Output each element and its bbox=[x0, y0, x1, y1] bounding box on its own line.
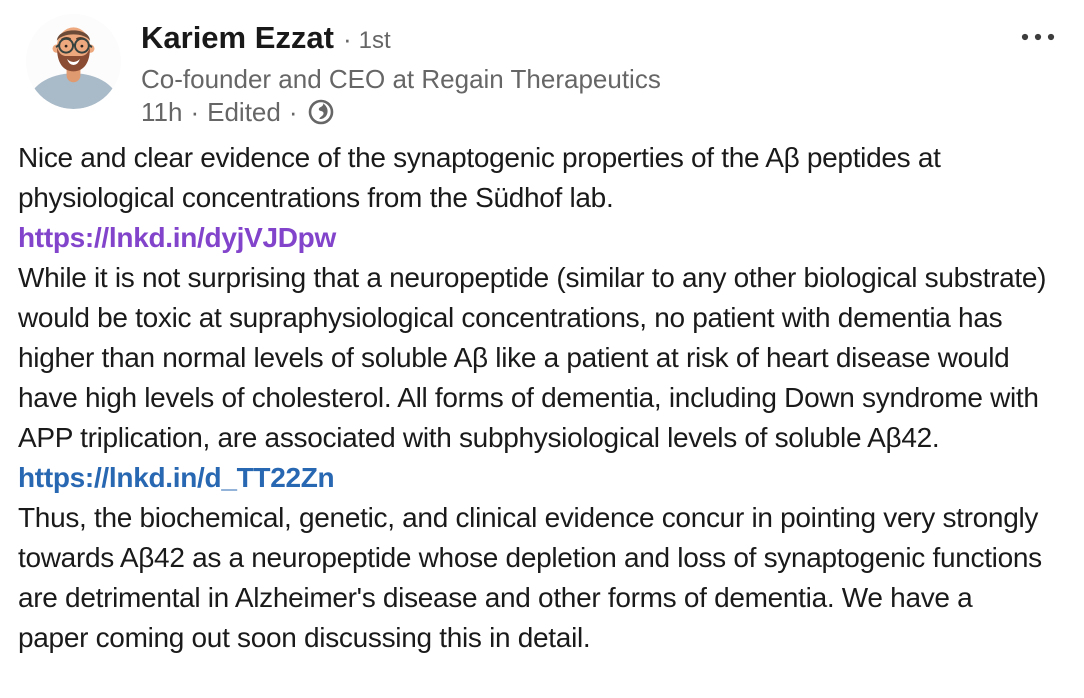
post-header bbox=[0, 0, 1084, 127]
author-headline: Co-founder and CEO at Regain Therapeutics bbox=[141, 64, 661, 94]
ellipsis-horizontal-icon bbox=[1018, 32, 1058, 42]
post-paragraph-1: Nice and clear evidence of the synaptogenic properties of the Aβ peptides at physiological concentrations from the Südhof lab. bbox=[18, 142, 941, 213]
post-meta-line bbox=[141, 97, 661, 127]
post-timestamp: 11h bbox=[141, 97, 183, 127]
post-link-1[interactable]: https://lnkd.in/dyjVJDpw bbox=[18, 222, 336, 253]
edited-label: Edited bbox=[207, 97, 281, 127]
author-name[interactable]: Kariem Ezzat bbox=[141, 20, 334, 55]
globe-icon bbox=[307, 98, 335, 126]
connection-degree: 1st bbox=[358, 27, 391, 54]
meta-separator-dot: · bbox=[190, 97, 200, 127]
author-name-line bbox=[141, 21, 661, 61]
avatar-illustration bbox=[26, 14, 121, 109]
meta-separator-dot: · bbox=[288, 97, 298, 127]
overflow-menu-button[interactable] bbox=[1014, 22, 1062, 52]
avatar[interactable] bbox=[26, 14, 121, 109]
post-header-text bbox=[141, 14, 661, 127]
post-body bbox=[0, 138, 1084, 658]
post-paragraph-3: Thus, the biochemical, genetic, and clinical evidence concur in pointing very strongly towards Aβ42 as a neuropeptide whose depletion and loss of synaptogenic functions are detrimental in Alzheimer's disease and other forms of dementia. We have a paper coming out soon discussing this in detail. bbox=[18, 502, 1042, 653]
post-link-2[interactable]: https://lnkd.in/d_TT22Zn bbox=[18, 462, 335, 493]
post-paragraph-2: While it is not surprising that a neuropeptide (similar to any other biological substrate) would be toxic at supraphysiological concentrations, no patient with dementia has higher than normal levels of soluble Aβ like a patient at risk of heart disease would have high levels of cholesterol. All forms of dementia, including Down syndrome with APP triplication, are associated with subphysiological levels of soluble Aβ42. bbox=[18, 262, 1047, 453]
name-separator-dot: · bbox=[342, 24, 352, 54]
